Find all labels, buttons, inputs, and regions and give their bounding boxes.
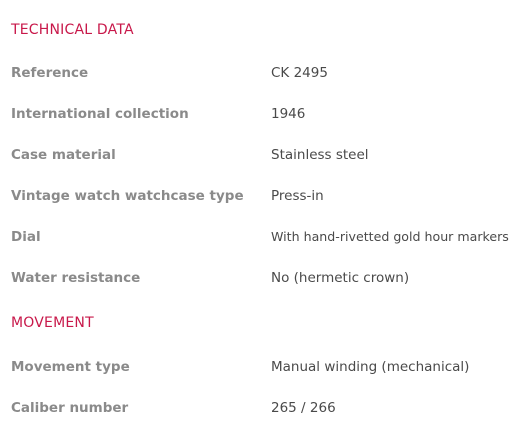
spec-value: 1946 [271,106,306,122]
spec-label: Caliber number [11,400,129,416]
spec-row-movement-type [0,359,518,379]
spec-label: Water resistance [11,270,141,286]
movement-heading: MOVEMENT [11,315,94,331]
spec-label: Vintage watch watchcase type [11,188,244,204]
spec-row-water-resistance [0,270,518,290]
spec-label: Movement type [11,359,130,375]
spec-row-reference [0,65,518,85]
spec-value: No (hermetic crown) [271,270,410,286]
spec-label: Reference [11,65,89,81]
spec-value: Stainless steel [271,147,369,163]
spec-row-case-material [0,147,518,167]
spec-row-international-collection [0,106,518,126]
spec-row-watchcase-type [0,188,518,208]
spec-label: International collection [11,106,189,122]
spec-value: Manual winding (mechanical) [271,359,470,375]
technical-data-heading: TECHNICAL DATA [11,22,134,38]
spec-label: Case material [11,147,116,163]
spec-value: 265 / 266 [271,400,336,416]
spec-row-caliber-number [0,400,518,420]
spec-row-dial [0,229,518,249]
spec-value: With hand-rivetted gold hour markers [271,229,509,244]
spec-label: Dial [11,229,41,245]
spec-value: Press-in [271,188,324,204]
spec-value: CK 2495 [271,65,328,81]
